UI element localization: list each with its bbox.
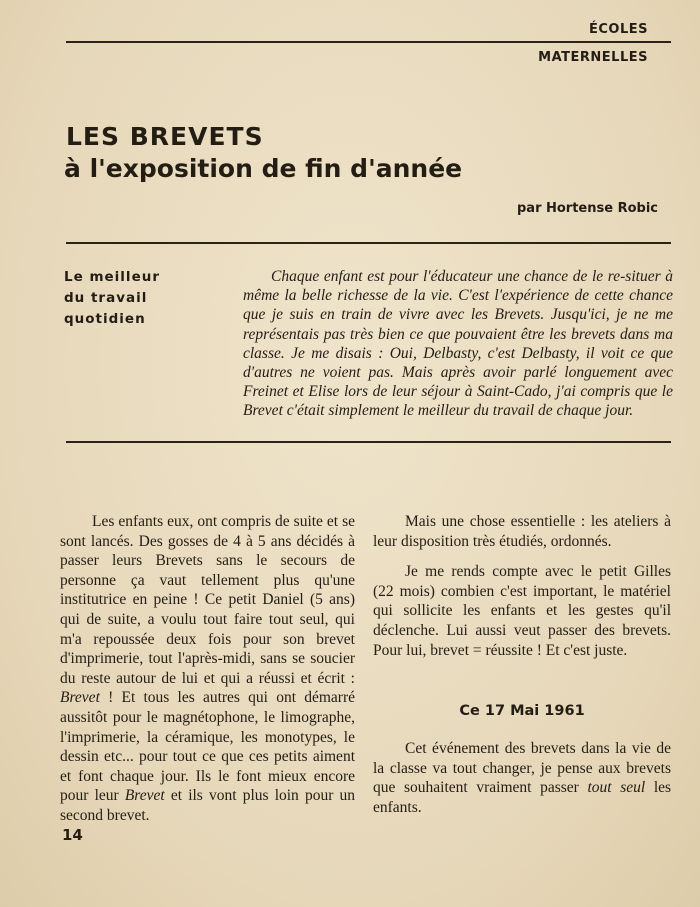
body-paragraph (373, 739, 671, 817)
paragraph-text: et ils vont plus loin pour un second brevet. (60, 787, 356, 824)
body-paragraph: Je me rends compte avec le petit Gilles (22 mois) combien c'est important, le matériel qui sollicite les enfants et les gestes qu'il déclenche. Lui aussi veut passer des brevets. Pour lui, brevet = réussite ! Et c'est juste. (373, 563, 671, 659)
top-rule (66, 41, 671, 43)
body-column-right (373, 512, 671, 660)
paragraph-text: ! Et tous les autres qui ont démarré aussitôt pour le magnétophone, le limographe, l'imprimerie, la céramique, les monotypes, le dessin etc... pour tout ce que ces petits aiment et font chaque jour. Ils le font mieux encore pour leur (60, 689, 355, 805)
intro-rule (66, 441, 671, 443)
paragraph-text: Cet événement des brevets dans la vie de la classe va tout changer, je pense aux brevets que souhaitent vraiment passer (373, 740, 671, 797)
section-label-ecoles: ÉCOLES (589, 22, 648, 37)
page-number: 14 (62, 826, 83, 844)
section-label-maternelles: MATERNELLES (538, 50, 648, 65)
body-column-left (60, 512, 355, 826)
paragraph-text: les enfants. (373, 779, 672, 816)
paragraph-text: Les enfants eux, ont compris de suite et se sont lancés. Des gosses de 4 à 5 ans décidés à passer leurs Brevets sans le secours de personne ça vaut tellement plus qu'une institutrice en peine ! Ce petit Daniel (5 ans) qui de suite, a voulu tout faire tout seul, qui m'a repoussée deux fois pour son brevet d'imprimerie, tout l'après-midi, sans se soucier du reste autour de lui et qui a réussi et écrit : (60, 513, 355, 687)
emphasis-text: Brevet (124, 787, 165, 805)
side-heading-line: du travail (64, 290, 148, 306)
intro-paragraph (243, 267, 673, 421)
byline: par Hortense Robic (516, 201, 658, 216)
emphasis-text: Brevet (60, 689, 100, 707)
side-heading (64, 267, 174, 330)
emphasis-text: tout seul (587, 779, 646, 797)
article-title: LES BREVETS (66, 122, 264, 151)
side-heading-line: quotidien (64, 311, 146, 327)
intro-text: Chaque enfant est pour l'éducateur une chance de le re-situer à même la belle richesse de la vie. C'est l'expérience de cette chance que je suis en train de vivre avec les Brevets. Jusqu'ici, je ne me représentais pas très bien ce que pouvaient être les brevets dans ma classe. Je me disais : Oui, Delbasty, c'est Delbasty, il voit ce que d'autres ne voient pas. Mais après avoir parlé longuement avec Freinet et Elise lors de leur séjour à Saint-Cado, j'ai compris que le Brevet c'était simplement le meilleur du travail de chaque jour. (243, 268, 673, 420)
title-rule (66, 242, 671, 244)
body-paragraph: Mais une chose essentielle : les ateliers à leur disposition très étudiés, ordonnés. (373, 513, 671, 550)
side-heading-line: Le meilleur (64, 269, 160, 285)
body-column-right-continued (373, 739, 671, 817)
article-subtitle: à l'exposition de fin d'année (64, 154, 463, 183)
body-paragraph (60, 512, 355, 826)
section-subheading: Ce 17 Mai 1961 (459, 703, 585, 719)
